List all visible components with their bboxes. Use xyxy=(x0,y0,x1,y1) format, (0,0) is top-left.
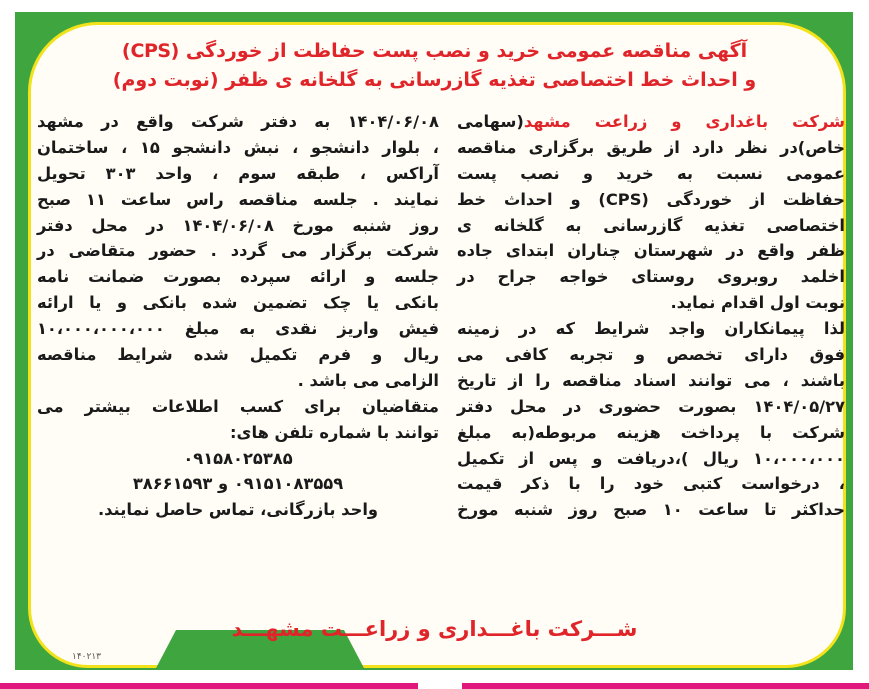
text-line: خاص)در نظر دارد از طریق برگزاری مناقصه xyxy=(457,137,845,157)
text-line: فیش واریز نقدی به مبلغ ۱۰،۰۰۰،۰۰۰،۰۰۰ xyxy=(37,319,439,339)
right-column xyxy=(457,109,845,523)
text-line: ریال و فرم تکمیل شده شرایط مناقصه xyxy=(37,345,439,365)
text-line: حفاظت از خوردگی (CPS) و احداث خط xyxy=(457,189,845,209)
text-line: جلسه و ارائه سپرده بصورت ضمانت نامه xyxy=(37,267,439,287)
company-name-inline: شرکت باغداری و زراعت مشهد xyxy=(523,112,845,131)
text-line: شرکت با پرداخت هزینه مربوطه(به مبلغ xyxy=(457,422,845,442)
text-line: لذا پیمانکاران واجد شرایط که در زمینه xyxy=(457,319,845,339)
text-line: باشند ، می توانند اسناد مناقصه را از تاریخ xyxy=(457,370,845,390)
text-line: فوق دارای تخصص و تجربه کافی می xyxy=(457,345,845,365)
text-line: واحد بازرگانی، تماس حاصل نمایند. xyxy=(97,500,379,520)
text-line: توانند با شماره تلفن های: xyxy=(230,422,439,442)
text-line: بانکی یا چک تضمین شده بانکی و یا ارائه xyxy=(37,293,439,313)
left-column xyxy=(37,109,439,523)
text-line: ۱۰،۰۰۰،۰۰۰ ریال )،دریافت و پس از تکمیل xyxy=(457,448,845,468)
text-line: ظفر واقع در شهرستان چناران ابتدای جاده xyxy=(457,241,845,261)
text-line: نمایند . جلسه مناقصه راس ساعت ۱۱ صبح xyxy=(37,189,440,209)
text-line: ، درخواست کتبی خود را با ذکر قیمت xyxy=(457,474,845,494)
text-line: ۱۴۰۴/۰۶/۰۸ به دفتر شرکت واقع در مشهد xyxy=(37,112,439,131)
text-line: نوبت اول اقدام نماید. xyxy=(670,293,845,313)
text-line xyxy=(457,109,845,135)
text-line: ۰۹۱۵۱۰۸۳۵۵۹ و ۳۸۶۶۱۵۹۳ xyxy=(132,474,344,494)
pink-bar-right xyxy=(462,683,869,689)
text-line: آراکس ، طبقه سوم ، واحد ۳۰۳ تحویل xyxy=(37,163,439,183)
text-line: اختصاصی تغذیه گازرسانی به گلخانه ی xyxy=(457,215,845,235)
ad-title-line-2: و احداث خط اختصاصی تغذیه گازرسانی به گلخانه ی ظفر (نوبت دوم) xyxy=(112,69,757,91)
text-line: عمومی نسبت به خرید و نصب پست xyxy=(457,163,845,183)
text-line: حداکثر تا ساعت ۱۰ صبح روز شنبه مورخ xyxy=(457,500,845,520)
text-line: اخلمد روبروی روستای خواجه جراح در xyxy=(457,267,845,287)
text-line: روز شنبه مورخ ۱۴۰۴/۰۶/۰۸ در محل دفتر xyxy=(37,215,439,235)
text-line: ۱۴۰۴/۰۵/۲۷ بصورت حضوری در محل دفتر xyxy=(457,396,845,416)
footer-company-name: شـــرکت باغـــداری و زراعـــت مشهـــد xyxy=(231,617,638,641)
text-line: ، بلوار دانشجو ، نبش دانشجو ۱۵ ، ساختمان xyxy=(37,137,439,157)
text-line: شرکت برگزار می گردد . حضور متقاضی در xyxy=(37,241,439,261)
ad-code: ۱۴۰۲۱۳ xyxy=(72,652,102,662)
ad-title-line-1: آگهی مناقصه عمومی خرید و نصب پست حفاظت از خوردگی (CPS) xyxy=(121,40,748,62)
pink-bar-left xyxy=(0,683,418,689)
text-line: الزامی می باشد . xyxy=(297,370,439,390)
text-fragment: (سهامی xyxy=(457,112,524,131)
text-line: ۰۹۱۵۸۰۲۵۳۸۵ xyxy=(183,448,293,468)
text-line: متقاضیان برای کسب اطلاعات بیشتر می xyxy=(37,396,439,416)
